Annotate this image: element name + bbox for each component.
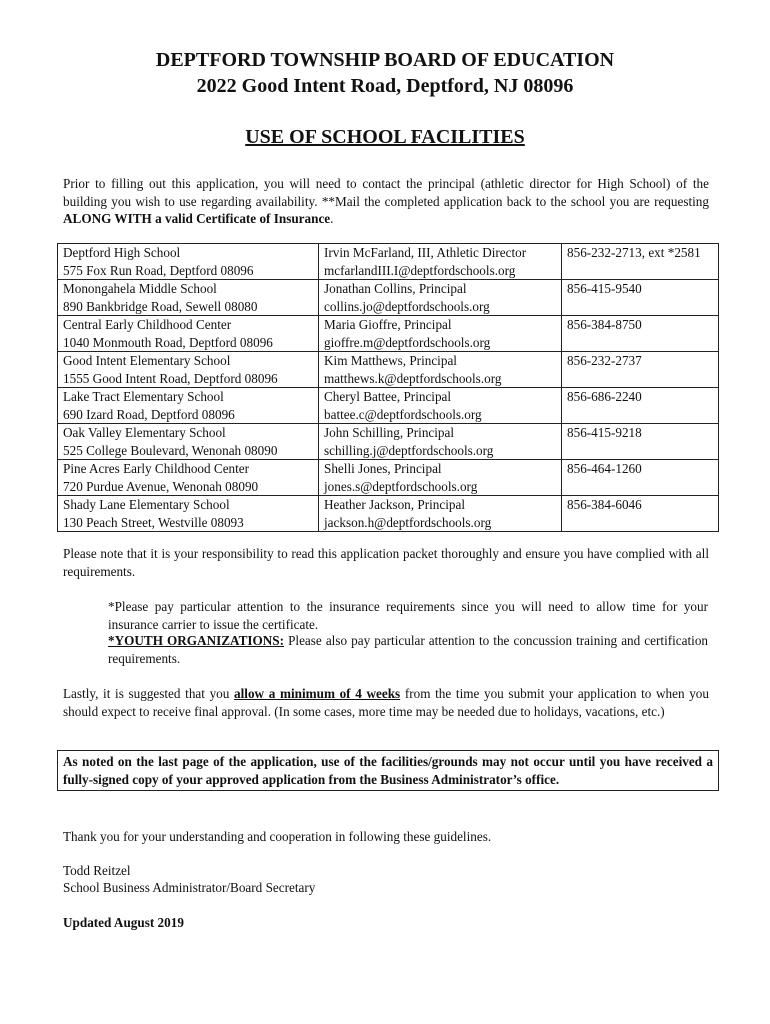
school-name: Good Intent Elementary School [63, 353, 231, 368]
contact-cell [319, 388, 562, 424]
contact-phone: 856-464-1260 [567, 461, 642, 476]
contact-name: Irvin McFarland, III, Athletic Director [324, 245, 527, 260]
table-row [58, 316, 719, 352]
phone-cell [562, 388, 719, 424]
contact-email: gioffre.m@deptfordschools.org [324, 334, 491, 350]
phone-cell [562, 460, 719, 496]
contact-email: matthews.k@deptfordschools.org [324, 370, 502, 386]
responsibility-note: Please note that it is your responsibility to read this application packet thoroughly and ensure you have complied with all requirements. [63, 546, 709, 579]
school-name: Central Early Childhood Center [63, 317, 232, 332]
contact-cell [319, 352, 562, 388]
intro-bold: ALONG WITH a valid Certificate of Insurance [63, 211, 331, 226]
contact-phone: 856-384-6046 [567, 497, 642, 512]
contact-email: mcfarlandIII.I@deptfordschools.org [324, 262, 516, 278]
table-row [58, 424, 719, 460]
contact-cell [319, 316, 562, 352]
contact-name: Cheryl Battee, Principal [324, 389, 452, 404]
school-name: Oak Valley Elementary School [63, 425, 226, 440]
signatory-name: Todd Reitzel [63, 863, 131, 878]
contact-cell [319, 424, 562, 460]
phone-cell [562, 496, 719, 532]
lastly-emphasis: allow a minimum of 4 weeks [234, 686, 401, 701]
school-name: Lake Tract Elementary School [63, 389, 224, 404]
phone-cell [562, 424, 719, 460]
school-address: 890 Bankbridge Road, Sewell 08080 [63, 298, 258, 314]
contact-cell [319, 244, 562, 280]
school-name: Deptford High School [63, 245, 181, 260]
contact-name: Jonathan Collins, Principal [324, 281, 467, 296]
contact-email: jones.s@deptfordschools.org [324, 478, 478, 494]
updated-date: Updated August 2019 [63, 915, 184, 930]
contact-email: collins.jo@deptfordschools.org [324, 298, 490, 314]
contact-phone: 856-415-9540 [567, 281, 642, 296]
phone-cell [562, 352, 719, 388]
school-directory-table [57, 243, 719, 532]
board-address: 2022 Good Intent Road, Deptford, NJ 08096 [196, 75, 574, 97]
school-cell [58, 352, 319, 388]
document-title: DEPTFORD TOWNSHIP BOARD OF EDUCATION [155, 49, 615, 71]
contact-phone: 856-686-2240 [567, 389, 642, 404]
school-address: 1040 Monmouth Road, Deptford 08096 [63, 334, 273, 350]
school-name: Pine Acres Early Childhood Center [63, 461, 250, 476]
contact-phone: 856-384-8750 [567, 317, 642, 332]
contact-email: battee.c@deptfordschools.org [324, 406, 482, 422]
school-name: Monongahela Middle School [63, 281, 217, 296]
phone-cell [562, 316, 719, 352]
signatory-title: School Business Administrator/Board Secretary [63, 880, 316, 895]
youth-text: Please also pay particular attention to the concussion training and certification requirements. [108, 633, 709, 666]
table-row [58, 352, 719, 388]
table-row [58, 460, 719, 496]
intro-paragraph [63, 175, 709, 228]
school-cell [58, 280, 319, 316]
intro-text: Prior to filling out this application, you will need to contact the principal (athletic director for High School) of the building you wish to use regarding availability. **Mail the completed application back to the school you are requesting [63, 176, 709, 209]
youth-label: *YOUTH ORGANIZATIONS: [108, 633, 285, 648]
document-subtitle: USE OF SCHOOL FACILITIES [245, 126, 525, 148]
lastly-paragraph [63, 685, 709, 720]
boxed-notice: As noted on the last page of the application, use of the facilities/grounds may not occur until you have received a fully-signed copy of your approved application from the Business Administrator’s office. [57, 750, 719, 791]
school-address: 525 College Boulevard, Wenonah 08090 [63, 442, 278, 458]
table-row [58, 496, 719, 532]
contact-phone: 856-232-2737 [567, 353, 642, 368]
contact-cell [319, 496, 562, 532]
school-cell [58, 424, 319, 460]
school-cell [58, 316, 319, 352]
contact-name: John Schilling, Principal [324, 425, 455, 440]
insurance-note: *Please pay particular attention to the insurance requirements since you will need to allow time for your insurance carrier to issue the certificate. [108, 599, 708, 632]
table-row [58, 244, 719, 280]
school-address: 720 Purdue Avenue, Wenonah 08090 [63, 478, 259, 494]
school-address: 1555 Good Intent Road, Deptford 08096 [63, 370, 278, 386]
contact-phone: 856-415-9218 [567, 425, 642, 440]
lastly-end: from the time you submit your application to when you should expect to receive final approval. (In some cases, more time may be needed due to holidays, vacations, etc.) [63, 686, 709, 719]
lastly-start: Lastly, it is suggested that you [63, 686, 235, 701]
school-address: 130 Peach Street, Westville 08093 [63, 514, 244, 530]
thanks-line: Thank you for your understanding and cooperation in following these guidelines. [63, 829, 492, 844]
contact-phone: 856-232-2713, ext *2581 [567, 245, 701, 260]
school-address: 690 Izard Road, Deptford 08096 [63, 406, 235, 422]
youth-organizations-note [108, 632, 708, 667]
phone-cell [562, 280, 719, 316]
contact-cell [319, 280, 562, 316]
table-row [58, 388, 719, 424]
school-cell [58, 244, 319, 280]
school-cell [58, 388, 319, 424]
contact-name: Shelli Jones, Principal [324, 461, 442, 476]
contact-name: Maria Gioffre, Principal [324, 317, 452, 332]
contact-cell [319, 460, 562, 496]
school-name: Shady Lane Elementary School [63, 497, 230, 512]
intro-end: . [330, 211, 334, 226]
school-cell [58, 460, 319, 496]
school-cell [58, 496, 319, 532]
table-row [58, 280, 719, 316]
contact-email: schilling.j@deptfordschools.org [324, 442, 494, 458]
contact-name: Heather Jackson, Principal [324, 497, 465, 512]
school-address: 575 Fox Run Road, Deptford 08096 [63, 262, 254, 278]
contact-name: Kim Matthews, Principal [324, 353, 457, 368]
phone-cell [562, 244, 719, 280]
contact-email: jackson.h@deptfordschools.org [324, 514, 492, 530]
